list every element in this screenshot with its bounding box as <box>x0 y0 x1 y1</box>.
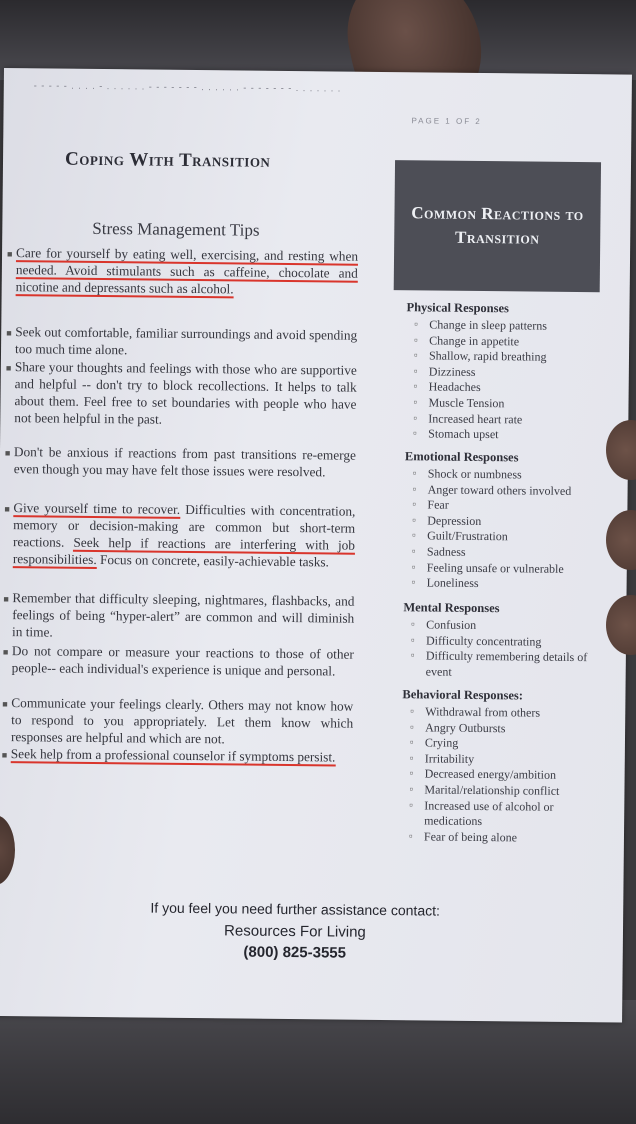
tip-text <box>12 589 355 644</box>
tip-item <box>2 642 354 680</box>
tip-text-part: Do not compare or measure your reactions to those of other people-- each individual's experience is unique and personal. <box>11 643 354 679</box>
bullet-icon: ■ <box>4 504 10 515</box>
mental-list <box>408 617 602 681</box>
reaction-item: ▫ Feeling unsafe or vulnerable <box>409 560 602 578</box>
reaction-item: ▫ Decreased energy/ambition <box>407 767 600 785</box>
reaction-item: ▫ Withdrawal from others <box>407 704 600 722</box>
reaction-item: ▫ Depression <box>409 513 602 531</box>
handout-page <box>0 68 632 1023</box>
tip-text <box>15 323 357 361</box>
reaction-item: ▫ Headaches <box>411 380 604 398</box>
reaction-item: ▫ Crying <box>407 735 600 753</box>
tip-item <box>2 694 354 749</box>
tip-item <box>6 323 358 361</box>
reaction-item: ▫ Irritability <box>407 751 600 769</box>
reaction-item: ▫ Stomach upset <box>410 426 603 444</box>
reaction-item: ▫ Loneliness <box>409 575 602 593</box>
behavioral-heading: Behavioral Responses: <box>402 687 524 703</box>
underlined-text: Care for yourself by eating well, exercising, and resting when needed. Avoid stimulants such as caffeine, chocolate and nicotine and depressants such as alcohol. <box>15 245 359 297</box>
reaction-item: ▫ Fear of being alone <box>406 829 599 847</box>
emotional-heading: Emotional Responses <box>404 449 519 465</box>
reaction-item: ▫ Guilt/Frustration <box>409 529 602 547</box>
reaction-item: ▫ Change in sleep patterns <box>411 317 604 335</box>
section-subtitle: Stress Management Tips <box>92 218 260 240</box>
reaction-item: ▫ Increased use of alcohol or medications <box>406 798 599 831</box>
underlined-text: Give yourself time to recover. <box>13 500 181 517</box>
tip-text <box>14 358 357 430</box>
reactions-title: Common Reactions to Transition <box>411 203 584 248</box>
behavioral-list <box>406 704 600 846</box>
bullet-icon: ■ <box>4 448 11 459</box>
tip-text-part: Share your thoughts and feelings with those who are supportive and helpful -- don't try to block recollections. It helps to talk about them. Feel free to set boundaries with people who have not been helpful in the past. <box>14 359 357 427</box>
bullet-icon: ■ <box>2 647 9 658</box>
tip-item <box>3 589 355 644</box>
tip-item <box>1 745 353 766</box>
reaction-item: ▫ Anger toward others involved <box>410 482 603 500</box>
reaction-item: ▫ Change in appetite <box>411 333 604 351</box>
bullet-icon: ■ <box>3 594 9 605</box>
physical-heading: Physical Responses <box>406 300 510 316</box>
reaction-item: ▫ Shallow, rapid breathing <box>411 348 604 366</box>
tip-text-part: Difficulties with concentration, memory or decision-making are common but short-term reactions. <box>12 501 356 550</box>
tip-text <box>11 745 353 766</box>
tip-text <box>14 443 356 481</box>
contact-intro: If you feel you need further assistance contact: <box>150 899 441 919</box>
reaction-item: ▫ Marital/relationship conflict <box>406 782 599 800</box>
reactions-title-box <box>394 160 601 292</box>
tip-text <box>12 642 354 680</box>
bullet-icon: ■ <box>6 249 13 260</box>
physical-list <box>410 317 604 444</box>
contact-block <box>0 898 555 964</box>
contact-phone: (800) 825-3555 <box>243 943 347 962</box>
tip-item <box>4 499 356 571</box>
reaction-item: ▫ Shock or numbness <box>410 466 603 484</box>
bullet-icon: ■ <box>5 363 12 374</box>
underlined-text: Seek help if reactions are interfering with job responsibilities. <box>12 534 356 567</box>
reaction-item: ▫ Sadness <box>409 544 602 562</box>
tip-text-part: Don't be anxious if reactions from past transitions re-emerge even though you may have felt those issues were resolved. <box>13 444 357 480</box>
bullet-icon: ■ <box>1 750 8 761</box>
tip-text-part: Seek out comfortable, familiar surroundings and avoid spending too much time alone. <box>14 324 358 358</box>
reaction-item: ▫ Muscle Tension <box>410 395 603 413</box>
reaction-item: ▫ Increased heart rate <box>410 411 603 429</box>
reaction-item: ▫ Angry Outbursts <box>407 720 600 738</box>
page-number: PAGE 1 OF 2 <box>411 116 482 127</box>
bullet-icon: ■ <box>6 328 12 339</box>
tip-item <box>6 244 359 299</box>
document-title: Coping With Transition <box>64 148 271 172</box>
tip-text-part: Focus on concrete, easily-achievable tasks. <box>96 551 330 570</box>
tip-text <box>11 694 354 749</box>
emotional-list <box>409 466 603 593</box>
bullet-icon: ■ <box>2 699 8 710</box>
underlined-text: Seek help from a professional counselor if symptoms persist. <box>10 746 336 765</box>
reaction-item: ▫ Confusion <box>408 617 601 635</box>
tip-text <box>13 499 356 571</box>
reaction-item: ▫ Dizziness <box>411 364 604 382</box>
tip-text <box>16 244 359 299</box>
tip-item <box>4 443 357 481</box>
tip-text-part: Remember that difficulty sleeping, nightmares, flashbacks, and feelings of being “hyper-alert” are common and will diminish in time. <box>12 590 355 640</box>
contact-organization: Resources For Living <box>224 922 366 941</box>
running-head: - - - - - . . . . - . . . . . . - - - - - - - . . . . . . - - - - - - - . . . . . . . <box>33 80 342 94</box>
reaction-item: ▫ Difficulty concentrating <box>408 633 601 651</box>
mental-heading: Mental Responses <box>403 600 500 616</box>
reaction-item: ▫ Fear <box>409 497 602 515</box>
tip-item <box>5 358 357 430</box>
tip-text-part: Communicate your feelings clearly. Others may not know how to respond to you appropriately. Let them know which responses are helpful and which are not. <box>10 695 354 747</box>
reaction-item: ▫ Difficulty remembering details of event <box>408 648 601 681</box>
